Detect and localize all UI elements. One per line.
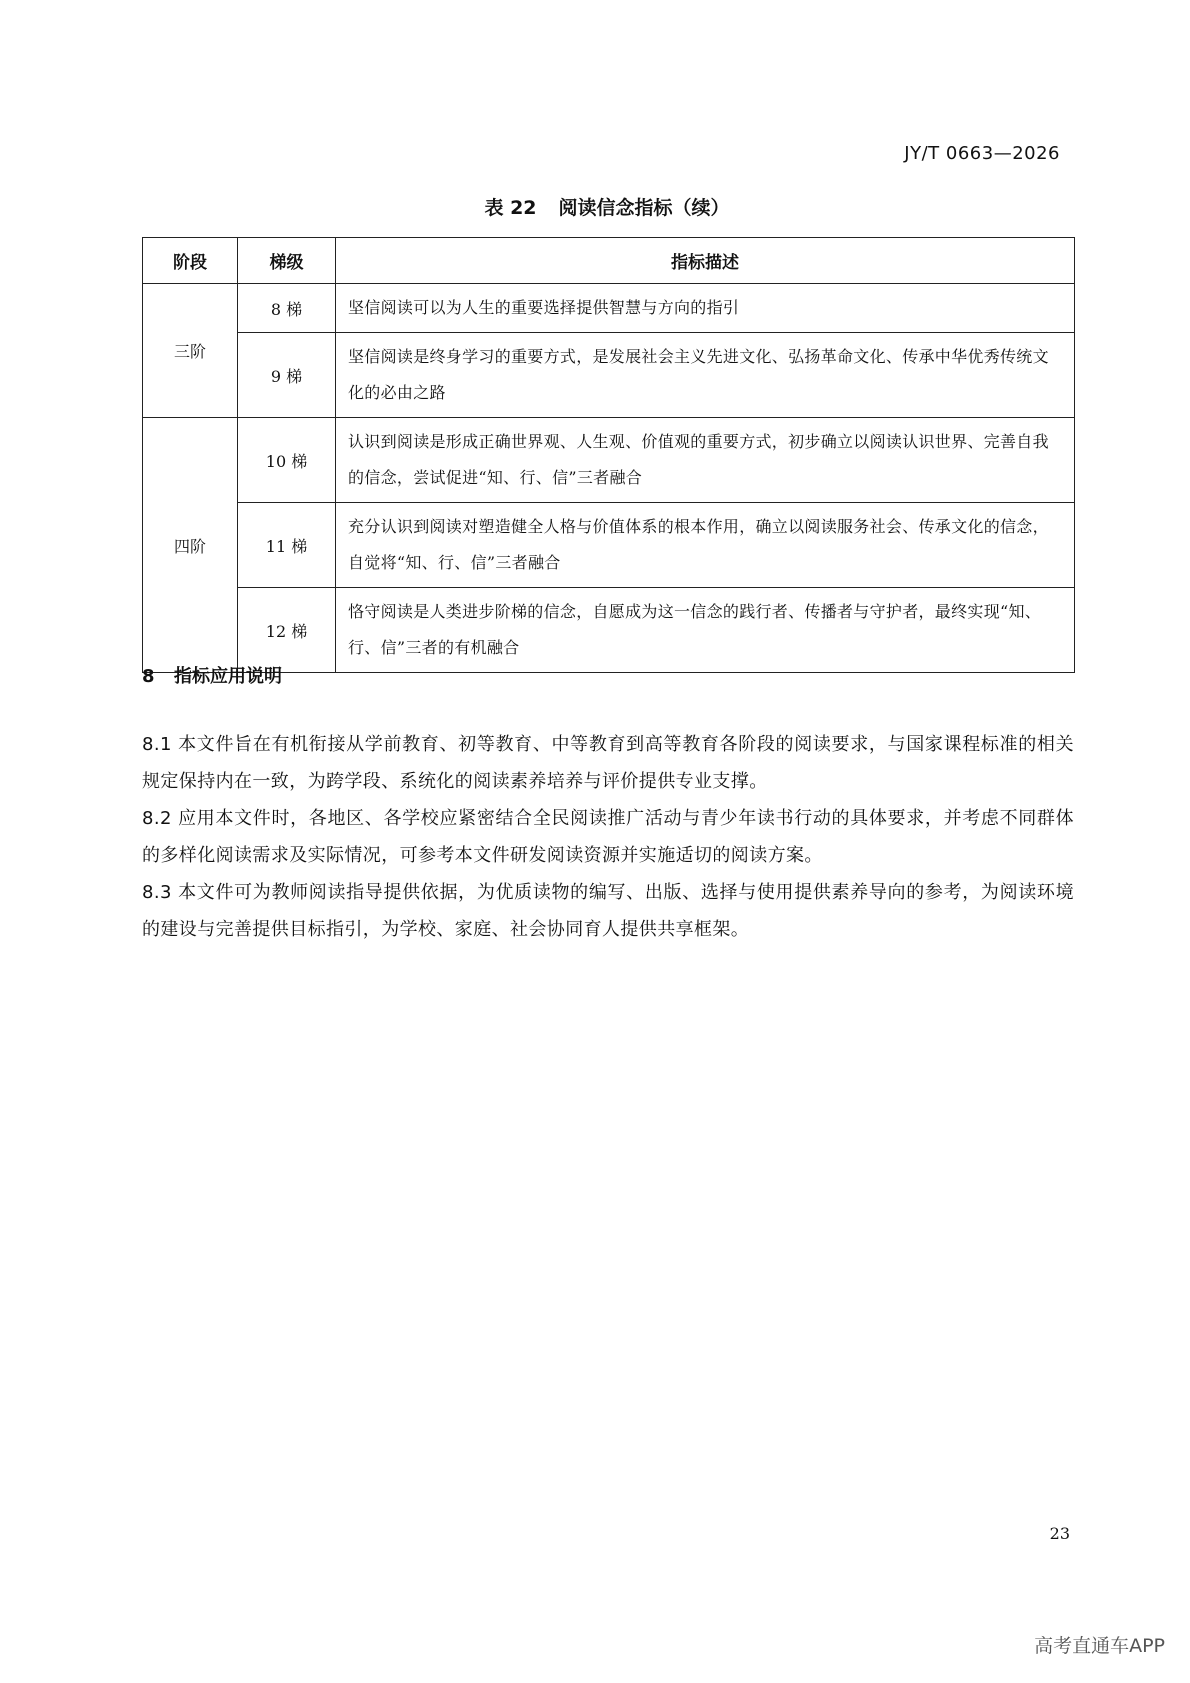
- watermark: 高考直通车APP: [1034, 1635, 1165, 1657]
- page-number: 23: [1049, 1524, 1070, 1543]
- description-cell: 充分认识到阅读对塑造健全人格与价值体系的根本作用，确立以阅读服务社会、传承文化的信念，自觉将“知、行、信”三者融合: [336, 503, 1075, 588]
- level-cell: 10 梯: [238, 418, 336, 503]
- document-code: JY/T 0663—2026: [904, 143, 1060, 164]
- stage-cell: 四阶: [143, 418, 238, 673]
- column-header-level: 梯级: [238, 238, 336, 284]
- section-title: 指标应用说明: [174, 666, 282, 687]
- section-heading: [142, 662, 282, 688]
- description-cell: 恪守阅读是人类进步阶梯的信念，自愿成为这一信念的践行者、传播者与守护者，最终实现“知、行、信”三者的有机融合: [336, 588, 1075, 673]
- clause-number: 8.2: [142, 808, 172, 829]
- table-title-text: 阅读信念指标（续）: [558, 197, 730, 219]
- table-row: [143, 333, 1075, 418]
- table-title: [142, 193, 1072, 220]
- table-row: [143, 418, 1075, 503]
- clause-text: 本文件可为教师阅读指导提供依据，为优质读物的编写、出版、选择与使用提供素养导向的参考，为阅读环境的建设与完善提供目标指引，为学校、家庭、社会协同育人提供共享框架。: [142, 882, 1074, 940]
- stage-cell: 三阶: [143, 284, 238, 418]
- column-header-stage: 阶段: [143, 238, 238, 284]
- table-row: [143, 284, 1075, 333]
- table-row: [143, 588, 1075, 673]
- description-cell: 认识到阅读是形成正确世界观、人生观、价值观的重要方式，初步确立以阅读认识世界、完善自我的信念，尝试促进“知、行、信”三者融合: [336, 418, 1075, 503]
- description-cell: 坚信阅读是终身学习的重要方式，是发展社会主义先进文化、弘扬革命文化、传承中华优秀传统文化的必由之路: [336, 333, 1075, 418]
- level-cell: 8 梯: [238, 284, 336, 333]
- clause-number: 8.1: [142, 734, 172, 755]
- clause-paragraph: [142, 726, 1074, 800]
- description-cell: 坚信阅读可以为人生的重要选择提供智慧与方向的指引: [336, 284, 1075, 333]
- table-header-row: [143, 238, 1075, 284]
- level-cell: 12 梯: [238, 588, 336, 673]
- clause-number: 8.3: [142, 882, 172, 903]
- clause-paragraph: [142, 800, 1074, 874]
- clause-text: 本文件旨在有机衔接从学前教育、初等教育、中等教育到高等教育各阶段的阅读要求，与国家课程标准的相关规定保持内在一致，为跨学段、系统化的阅读素养培养与评价提供专业支撑。: [142, 734, 1074, 792]
- level-cell: 9 梯: [238, 333, 336, 418]
- clause-text: 应用本文件时，各地区、各学校应紧密结合全民阅读推广活动与青少年读书行动的具体要求，并考虑不同群体的多样化阅读需求及实际情况，可参考本文件研发阅读资源并实施适切的阅读方案。: [142, 808, 1074, 866]
- table-title-number: 表 22: [484, 197, 537, 219]
- clause-paragraph: [142, 874, 1074, 948]
- indicator-table: [142, 237, 1075, 673]
- level-cell: 11 梯: [238, 503, 336, 588]
- column-header-description: 指标描述: [336, 238, 1075, 284]
- section-number: 8: [142, 666, 155, 687]
- table-row: [143, 503, 1075, 588]
- section-body: [142, 726, 1074, 948]
